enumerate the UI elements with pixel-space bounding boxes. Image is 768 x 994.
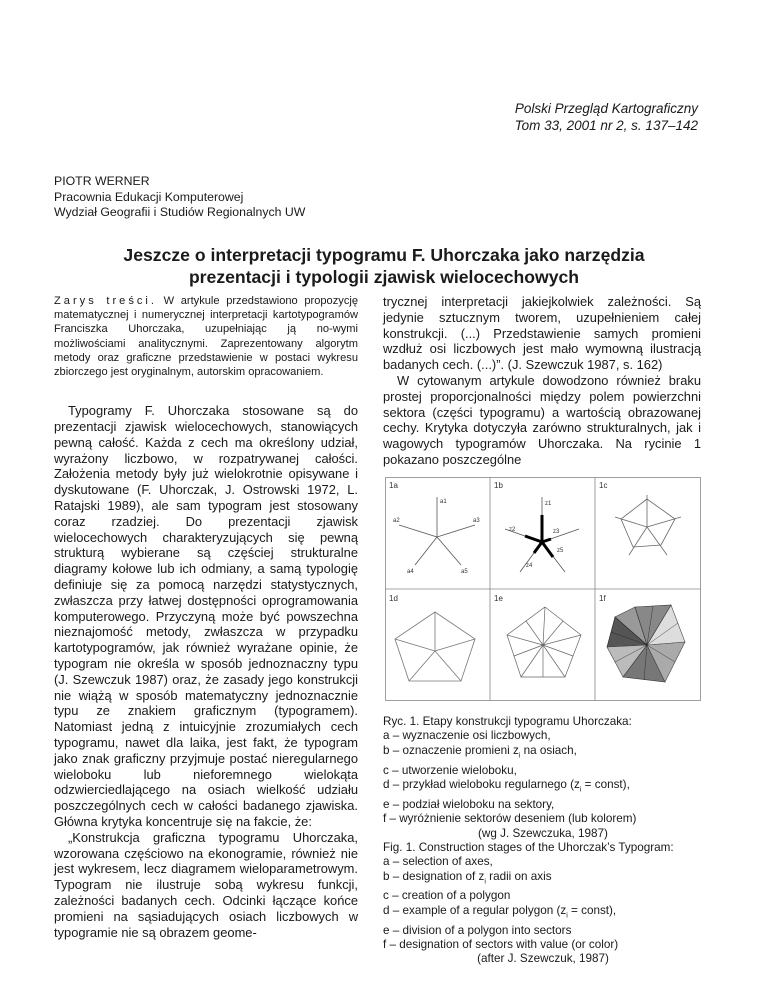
- caption-pl-a: a – wyznaczenie osi liczbowych,: [383, 729, 551, 743]
- radius-label-z3: z3: [553, 529, 560, 535]
- panel-label-1c: 1c: [599, 481, 608, 490]
- caption-pl-b: [383, 744, 703, 764]
- radius-label-z4: z4: [526, 563, 533, 569]
- abstract: [54, 294, 358, 379]
- caption-en-b-pre: b – designation of z: [383, 869, 485, 883]
- caption-en-source: (after J. Szewczuk, 1987): [477, 952, 609, 966]
- panel-label-1e: 1e: [494, 594, 503, 603]
- caption-en-d-post: = const),: [567, 903, 617, 917]
- author-unit: Pracownia Edukacji Komputerowej: [54, 189, 244, 204]
- panel-label-1a: 1a: [389, 481, 398, 490]
- axis-label-a4: a4: [407, 569, 414, 575]
- axis-label-a2: a2: [393, 518, 400, 524]
- caption-pl-b-post: na osiach,: [520, 743, 577, 757]
- abstract-text: W artykule przedstawiono propozycję matematycznej i numerycznej interpretacji kartotypogramów Franciszka Uhorczaka, uzupełniając ją no-wymi możliwościami analitycznymi. Zaprezentowany algorytm metody oraz graficzne przedstawienie w postaci wykresu zbiorczego jest oryginalnym, autorskim opracowaniem.: [54, 295, 359, 379]
- caption-en-c: c – creation of a polygon: [383, 889, 511, 903]
- caption-en-b-post: radii on axis: [485, 869, 552, 883]
- caption-pl-d-pre: d – przykład wieloboku regularnego (z: [383, 777, 580, 791]
- caption-pl-c: c – utworzenie wieloboku,: [383, 763, 517, 777]
- radius-label-z5: z5: [557, 548, 564, 554]
- caption-en-b: [383, 870, 703, 890]
- journal-header: [515, 100, 698, 134]
- title-line-2: prezentacji i typologii zjawisk wielocechowych: [188, 267, 580, 287]
- caption-pl-b-sub: i: [518, 752, 521, 760]
- radius-label-z2: z2: [509, 527, 516, 533]
- caption-en-e: e – division of a polygon into sectors: [383, 923, 572, 937]
- caption-pl-d-sub: i: [579, 786, 582, 794]
- panel-1f-shaded-sectors: [607, 605, 685, 682]
- figure-caption: [383, 715, 703, 967]
- typogram-figure: [385, 477, 701, 701]
- panel-1b-radii: [525, 515, 553, 557]
- caption-en-b-sub: i: [484, 878, 486, 886]
- caption-pl-f: f – wyróżnienie sektorów deseniem (lub kolorem): [383, 812, 637, 826]
- caption-en-d-sub: i: [566, 912, 568, 920]
- left-column: [54, 294, 358, 940]
- axis-label-a5: a5: [461, 569, 468, 575]
- panel-label-1b: 1b: [494, 481, 503, 490]
- caption-en-d: [383, 904, 703, 924]
- caption-pl-e: e – podział wieloboku na sektory,: [383, 797, 555, 811]
- author-block: [54, 174, 305, 221]
- axis-label-a3: a3: [473, 518, 480, 524]
- quote-continuation: trycznej interpretacji jakiejkolwiek zależności. Są jedynie sztucznym tworem, uzupełnieniem całej konstrukcji. (...) Przedstawienie samych promieni wzdłuż osi liczbowych jest mało wymowną ilustracją badanych cech. (...)”. (J. Szewczuk 1987, s. 162): [383, 294, 701, 373]
- journal-name: Polski Przegląd Kartograficzny: [514, 101, 698, 116]
- caption-pl-title: Ryc. 1. Etapy konstrukcji typogramu Uhorczaka:: [383, 715, 632, 728]
- panel-1a-axes: [399, 497, 475, 565]
- quote-start: „Konstrukcja graficzna typogramu Uhorczaka, wzorowana częściowo na ekonogramie, również nie jest wykresem, lecz diagramem wieloparametrowym. Typogram nie ilustruje sobą wykresu funkcji, zależności badanych cech. Odcinki łączące końce promieni na sąsiadujących osiach liczbowych w typogramie nie są obrazem geome-: [54, 829, 358, 940]
- panel-label-1f: 1f: [599, 594, 606, 603]
- caption-pl-b-pre: b – oznaczenie promieni z: [383, 743, 519, 757]
- author-name: PIOTR WERNER: [54, 174, 150, 188]
- right-column: [383, 294, 701, 468]
- radius-label-z1: z1: [545, 501, 552, 507]
- panel-1c-polygon: [615, 495, 681, 555]
- panel-1d-regular-polygon: [395, 612, 475, 681]
- journal-volume: Tom 33, 2001 nr 2, s. 137–142: [514, 118, 698, 133]
- caption-en-a: a – selection of axes,: [383, 855, 493, 869]
- caption-en-title: Fig. 1. Construction stages of the Uhorczak’s Typogram:: [383, 840, 674, 854]
- panel-label-1d: 1d: [389, 594, 398, 603]
- axis-label-a1: a1: [440, 499, 447, 505]
- paragraph-1: Typogramy F. Uhorczaka stosowane są do prezentacji zjawisk wielocechowych, stanowiących pewną całość. Każda z cech ma określony udział, wyrażony liczbowo, w rozpatrywanej całości. Założenia metody były już wielokrotnie opisywane i dyskutowane (F. Uhorczak, J. Ostrowski 1972, L. Ratajski 1989), ale sam typogram jest stosowany coraz rzadziej. Do prezentacji zjawisk wielocechowych charakteryzujących się pewną strukturą wybierane są częściej strukturalne diagramy kołowe lub ich odmiany, a samą typologię definiuje się za pomocą narzędzi statystycznych, zwłaszcza przy łatwej dostępności oprogramowania komputerowego. Przyczyną może być powszechna nieznajomość metody, zwłaszcza w przypadku kartotypogramów, jak również wyrażane opinie, że typogram nie określa w sposób jednoznaczny typu (J. Szewczuk 1987) oraz, że zasady jego konstrukcji nie wiążą w sposób matematyczny jednoznacznie typu ze znakiem graficznym (typogramem). Natomiast jedną z intuicyjnie zrozumiałych cech typogramu, nawet dla laika, jest fakt, że typogram jako znak graficzny przyjmuje postać nieregularnego wieloboku lub nieforemnego wielokąta odzwierciedlającego na osiach wielkość udziału poszczególnych cech w całości badanego zjawiska. Główna krytyka koncentruje się na fakcie, że:: [54, 403, 358, 829]
- caption-pl-source: (wg J. Szewczuka, 1987): [478, 826, 608, 840]
- title-line-1: Jeszcze o interpretacji typogramu F. Uhorczaka jako narzędzia: [123, 245, 645, 265]
- caption-en-d-pre: d – example of a regular polygon (z: [383, 903, 567, 917]
- paragraph-2: W cytowanym artykule dowodzono również braku prostej proporcjonalności między polem powierzchni sektora (części typogramu) a wartością obrazowanej cechy. Krytyka dotyczyła zarówno strukturalnych, jak i wagowych typogramów Uhorczaka. Na rycinie 1 pokazano poszczególne: [383, 372, 701, 467]
- article-title: [54, 244, 714, 288]
- caption-pl-d: [383, 778, 703, 798]
- abstract-label: Zarys treści.: [54, 295, 157, 307]
- author-faculty: Wydział Geografii i Studiów Regionalnych UW: [54, 205, 306, 219]
- panel-1e-sectors: [507, 607, 581, 677]
- caption-pl-d-post: = const),: [581, 777, 630, 791]
- caption-en-f: f – designation of sectors with value (or color): [383, 938, 619, 951]
